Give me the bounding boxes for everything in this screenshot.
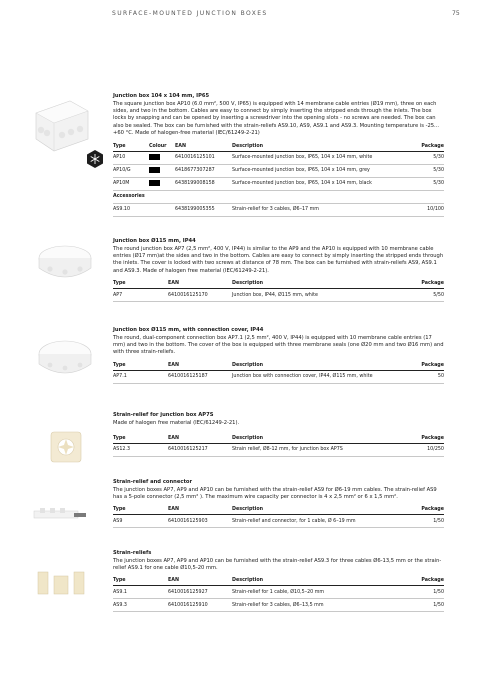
- cell-ean: 6410016125910: [168, 599, 232, 612]
- cell-package: 1/50: [402, 586, 444, 599]
- cell-ean: 6410016125187: [168, 370, 232, 383]
- section-title: Junction box 104 x 104 mm, IP65: [113, 93, 210, 99]
- product-table: [113, 279, 444, 302]
- cell-package: 1/50: [411, 515, 444, 528]
- col-type: Type: [113, 434, 168, 444]
- col-package: Package: [402, 576, 444, 586]
- section-body: The round junction box AP7 (2,5 mm², 400 V, IP44) is similar to the AP9 and the AP10 is equipped with 10 membrane cable entries (Ø17 mm)at the sides and two in the bottom. Cables are easy to connect by simply inserting the stripped ends through the inlets. The cover is locked with two screws at distance of 78 mm. The box can be furnished with strain-reliefs AS9, AS9.1 and AS9.3. Made of halogen free material (IEC/61249-2-21).: [113, 245, 444, 274]
- page-number: 75: [452, 10, 460, 17]
- section-body: The junction boxes AP7, AP9 and AP10 can be furnished with the strain-relief AS9 for Ø6-19 mm cables. The strain-relief AS9 has a 5-pole connector (2,5 mm² ). The maximum wire capacity per connector is 4 x 2,5 mm² or 6 x 1,5 mm².: [113, 486, 437, 500]
- col-type: Type: [113, 361, 168, 371]
- col-description: Description: [232, 361, 415, 371]
- cell-type: AS9.3: [113, 599, 168, 612]
- section-body: The junction boxes AP7, AP9 and AP10 can be furnished with the strain-relief AS9.3 for three cables Ø6-13,5 mm or the strain-relief AS9.1 for one cable Ø10,5-20 mm.: [113, 557, 442, 571]
- square-junction-box-image: [30, 95, 92, 153]
- cell-ean: 6410016125927: [168, 586, 232, 599]
- section-title: Strain-relief and connector: [113, 479, 193, 485]
- accessories-row: [113, 190, 444, 203]
- section-body: Made of halogen free material (IEC/61249-2-21).: [113, 419, 240, 426]
- cell-description: Strain relief, Ø8-12 mm, for junction box AP7S: [232, 443, 408, 456]
- cell-colour: [149, 177, 175, 190]
- table-row: [113, 599, 444, 612]
- col-type: Type: [113, 279, 168, 289]
- cell-description: Junction box, IP44, Ø115 mm, white: [232, 289, 400, 302]
- page-header-title: SURFACE-MOUNTED JUNCTION BOXES: [112, 10, 268, 17]
- col-ean: EAN: [175, 142, 232, 152]
- table-row: [113, 515, 444, 528]
- cell-package: 5/30: [415, 151, 444, 164]
- cell-colour: [149, 164, 175, 177]
- section-title: Strain-reliefs: [113, 550, 152, 556]
- section-strain-reliefs: [113, 550, 444, 612]
- cell-type: AP10: [113, 151, 149, 164]
- cell-ean: 6438199005355: [149, 203, 232, 216]
- section-title: Junction box Ø115 mm, with connection cover, IP44: [113, 327, 264, 333]
- table-row: [113, 586, 444, 599]
- section-body: The square junction box AP10 (6.0 mm², 500 V, IP65) is equipped with 14 membrane cable entries (Ø19 mm), three on each sides, and two in the bottom. Cables are easy to connect by simply inserting the stripped ends through the inlets. The box locks by snapping and can be opened by inserting a screwdriver into the opening slots - no screws are needed. The box can also be sealed. The box can be furnished with the strain-reliefs AS9.10, AS9, AS9.1 and AS9.3. Mounting temperature is -25... +60 °C. Made of halogen-free material (IEC/61249-2-21): [113, 100, 440, 137]
- cell-description: Strain-relief for 3 cables, Ø6–13,5 mm: [232, 599, 402, 612]
- cell-colour: [149, 151, 175, 164]
- col-ean: EAN: [168, 434, 232, 444]
- cell-type: AP10M: [113, 177, 149, 190]
- strain-reliefs-image: [34, 570, 90, 596]
- table-row: [113, 443, 444, 456]
- cell-package: 50: [415, 370, 444, 383]
- cell-ean: 6410016125903: [168, 515, 232, 528]
- section-body: The round, dual-component connection box AP7.1 (2,5 mm², 400 V, IP44) is equipped with 10 membrane cable entries (17 mm) and two in the bottom. The cover of the box is equipped with three membrane seals (one Ø20 mm and two Ø16 mm) and with three strain-reliefs.: [113, 334, 444, 356]
- cell-package: 5/30: [415, 177, 444, 190]
- cell-ean: 6438199008158: [175, 177, 232, 190]
- table-row: [113, 203, 444, 216]
- col-type: Type: [113, 505, 168, 515]
- cell-type: AP10/G: [113, 164, 149, 177]
- accessories-label: Accessories: [113, 190, 444, 203]
- col-package: Package: [411, 505, 444, 515]
- col-ean: EAN: [168, 505, 232, 515]
- col-type: Type: [113, 576, 168, 586]
- colour-swatch: [149, 154, 160, 160]
- col-description: Description: [232, 576, 402, 586]
- product-table: [113, 142, 444, 217]
- col-ean: EAN: [168, 576, 232, 586]
- cell-description: Surface-mounted junction box, IP65, 104 x 104 mm, white: [232, 151, 415, 164]
- col-ean: EAN: [168, 361, 232, 371]
- round-junction-box-cover-image: [36, 335, 94, 379]
- cell-type: AS9.10: [113, 203, 149, 216]
- cell-description: Strain-relief for 3 cables, Ø6–17 mm: [232, 203, 415, 216]
- col-package: Package: [408, 434, 444, 444]
- col-type: Type: [113, 142, 149, 152]
- section-strain-relief-connector: [113, 479, 444, 528]
- cell-description: Surface-mounted junction box, IP65, 104 x 104 mm, black: [232, 177, 415, 190]
- product-table: [113, 434, 444, 457]
- section-round-junction-box: [113, 238, 444, 302]
- table-row: [113, 151, 444, 164]
- col-colour: Colour: [149, 142, 175, 152]
- product-table: [113, 361, 444, 384]
- section-strain-relief-ap7s: [113, 412, 444, 457]
- cell-description: Strain-relief and connector, for 1 cable, Ø 6–19 mm: [232, 515, 411, 528]
- table-row: [113, 164, 444, 177]
- cell-package: 5/30: [415, 164, 444, 177]
- cell-type: AS9: [113, 515, 168, 528]
- col-description: Description: [232, 505, 411, 515]
- cell-ean: 6410016125217: [168, 443, 232, 456]
- col-package: Package: [415, 361, 444, 371]
- table-row: [113, 370, 444, 383]
- product-table: [113, 505, 444, 528]
- cell-description: Surface-mounted junction box, IP65, 104 x 104 mm, grey: [232, 164, 415, 177]
- col-package: Package: [400, 279, 444, 289]
- cell-description: Strain-relief for 1 cable, Ø10,5–20 mm: [232, 586, 402, 599]
- table-row: [113, 177, 444, 190]
- product-table: [113, 576, 444, 612]
- cell-ean: 6410016125170: [168, 289, 232, 302]
- cell-ean: 6410016125101: [175, 151, 232, 164]
- round-junction-box-image: [36, 240, 94, 282]
- section-title: Strain-relief for junction box AP7S: [113, 412, 214, 418]
- col-description: Description: [232, 279, 400, 289]
- cell-type: AP7.1: [113, 370, 168, 383]
- snowflake-icon: [87, 150, 103, 168]
- cell-type: AP7: [113, 289, 168, 302]
- section-round-junction-box-cover: [113, 327, 444, 384]
- table-row: [113, 289, 444, 302]
- cell-type: AS12.3: [113, 443, 168, 456]
- cell-type: AS9.1: [113, 586, 168, 599]
- cell-package: 1/50: [402, 599, 444, 612]
- colour-swatch: [149, 167, 160, 173]
- col-ean: EAN: [168, 279, 232, 289]
- section-square-junction-box: [113, 93, 444, 217]
- cell-package: 10/250: [408, 443, 444, 456]
- cell-package: 10/100: [415, 203, 444, 216]
- cell-ean: 6418677307287: [175, 164, 232, 177]
- section-title: Junction box Ø115 mm, IP44: [113, 238, 196, 244]
- strain-relief-image: [47, 428, 85, 466]
- colour-swatch: [149, 180, 160, 186]
- connector-image: [30, 503, 90, 525]
- cell-package: 5/50: [400, 289, 444, 302]
- col-description: Description: [232, 142, 415, 152]
- col-description: Description: [232, 434, 408, 444]
- cell-description: Junction box with connection cover, IP44, Ø115 mm, white: [232, 370, 415, 383]
- col-package: Package: [415, 142, 444, 152]
